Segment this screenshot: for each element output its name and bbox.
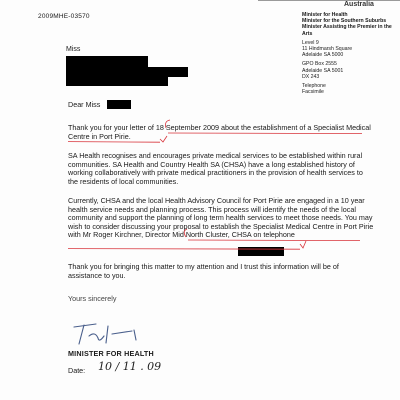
address-line: Adelaide SA 5001 xyxy=(302,67,344,74)
letterhead-cutoff-text: Australia xyxy=(344,1,374,8)
greeting: Dear Miss xyxy=(68,100,101,109)
address-line: Level 9 xyxy=(302,39,319,46)
paragraph-1: Thank you for your letter of 18 September 2009 about the establishment of a Specialist Medical Centre in Port Pirie. xyxy=(68,123,371,141)
pen-check-mark xyxy=(300,241,306,248)
sender-title-2: Minister for the Southern Suburbs xyxy=(302,18,387,25)
paragraph-3: Currently, CHSA and the local Health Advisory Council for Port Pirie are engaged in a 10 year health service needs and planning process. This process will identify the needs of the local community and support the planning of long term health services to meet those needs. You may wish to consider discussing your proposal to establish the Specialist Medical Centre in Port Pirie with Mr Roger Kirchner, Director Mid North Cluster, CHSA on telephone xyxy=(68,196,374,239)
handwritten-signature xyxy=(70,318,150,348)
sender-title-3: Minister Assisting the Premier in the Arts xyxy=(302,24,392,37)
telephone-label: Telephone xyxy=(302,83,326,90)
paragraph-2: SA Health recognises and encourages private medical services to be established within rural communities. SA Health and Country Health SA (CHSA) have a long established history of working collaboratively with private medical practitioners in the provision of health services to the residents of local communities. xyxy=(68,151,363,186)
paragraph-4: Thank you for bringing this matter to my attention and I trust this information will be of assistance to you. xyxy=(68,262,339,280)
pen-tick-mark xyxy=(166,120,171,128)
pen-underline xyxy=(68,142,160,143)
facsimile-label: Facsimile xyxy=(302,89,324,96)
pen-tick-mark xyxy=(184,229,187,237)
signatory-title: MINISTER FOR HEALTH xyxy=(68,349,154,358)
sender-title-1: Minister for Health xyxy=(302,12,348,18)
closing-text: Yours sincerely xyxy=(68,294,117,303)
recipient-salutation: Miss xyxy=(66,46,81,53)
address-line: DX 243 xyxy=(302,73,320,80)
pen-underline xyxy=(168,133,362,134)
pen-underline xyxy=(68,249,300,250)
reference-number: 2009MHE-03570 xyxy=(38,13,90,20)
date-label: Date: xyxy=(68,366,86,375)
date-handwritten: 10 / 11 . 09 xyxy=(98,360,162,373)
address-line: GPO Box 2555 xyxy=(302,61,337,68)
pen-check-mark xyxy=(160,136,167,142)
address-line: 11 Hindmarsh Square xyxy=(302,46,353,53)
address-line: Adelaide SA 5000 xyxy=(302,52,344,59)
pen-underline xyxy=(188,240,360,241)
